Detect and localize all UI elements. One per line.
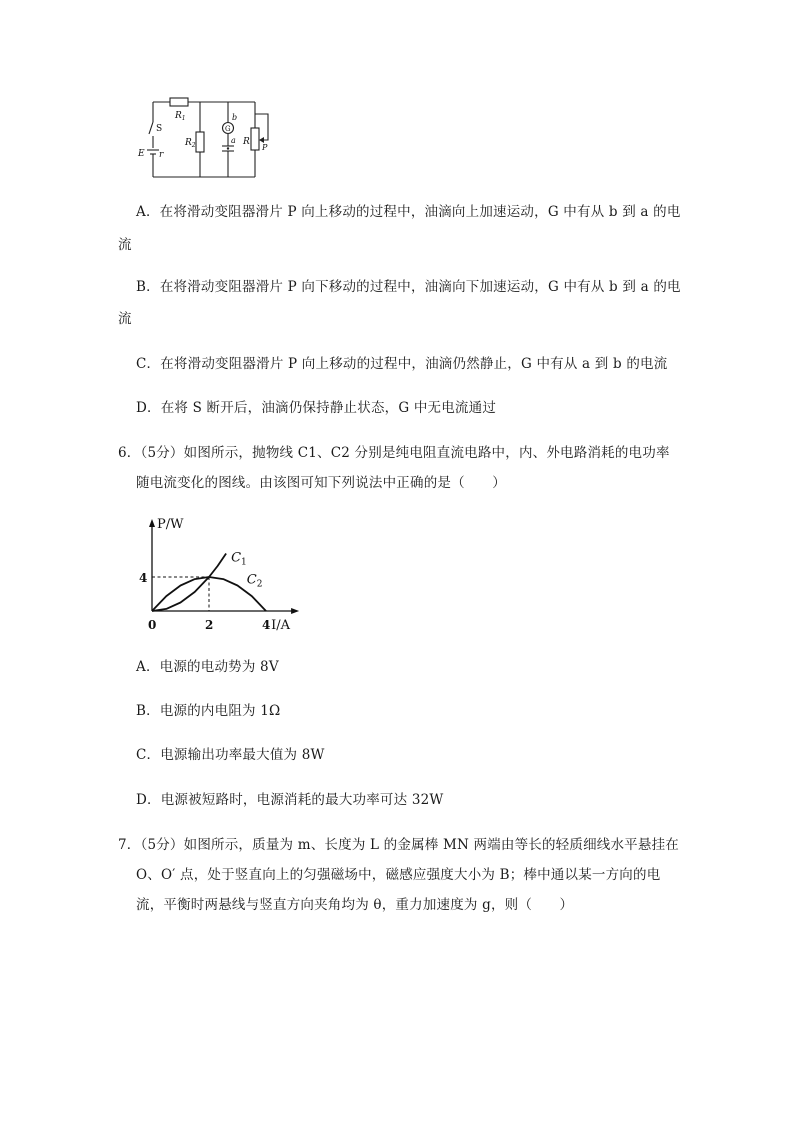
- label-node-b: b: [232, 113, 238, 122]
- q5-option-a-line2: 流: [118, 237, 132, 253]
- q6-option-a: A．电源的电动势为 8V: [136, 659, 279, 675]
- y-axis-arrow: [149, 519, 155, 527]
- label-node-a: a: [231, 136, 236, 145]
- y-tick-label-4: 4: [139, 571, 148, 585]
- x-axis-label: I/A: [271, 618, 291, 633]
- label-internal-r: r: [159, 150, 164, 160]
- q6-option-d: D．电源被短路时，电源消耗的最大功率可达 32W: [136, 792, 444, 808]
- x-tick-label-0: 0: [148, 618, 157, 632]
- q6-stem-line1: 6．（5分）如图所示，抛物线 C1、C2 分别是纯电阻直流电路中，内、外电路消耗的电功率: [118, 445, 670, 461]
- series-label-c2: $C_2$: [246, 572, 263, 590]
- label-switch: S: [156, 124, 163, 134]
- label-r1: $R_1$: [175, 111, 186, 122]
- label-rheostat: R: [243, 137, 250, 147]
- label-emf: E: [138, 149, 145, 159]
- q5-option-b-line1: B．在将滑动变阻器滑片 P 向下移动的过程中，油滴向下加速运动，G 中有从 b 到 a 的电: [136, 279, 681, 295]
- q6-option-b: B．电源的内电阻为 1Ω: [136, 703, 281, 719]
- x-tick-label-4: 4: [262, 618, 271, 632]
- q5-option-d: D．在将 S 断开后，油滴仍保持静止状态，G 中无电流通过: [136, 400, 497, 416]
- q5-option-b-line2: 流: [118, 311, 132, 327]
- label-galvanometer: G: [225, 125, 231, 133]
- series-label-c1: $C_1$: [231, 550, 247, 568]
- q7-line3: 流，平衡时两悬线与竖直方向夹角均为 θ，重力加速度为 g，则（ ）: [136, 897, 574, 913]
- q5-option-c: C．在将滑动变阻器滑片 P 向上移动的过程中，油滴仍然静止，G 中有从 a 到 b 的电流: [136, 356, 668, 372]
- q6-stem-line2: 随电流变化的图线。由该图可知下列说法中正确的是（ ）: [136, 475, 506, 491]
- label-slider: P: [262, 143, 268, 152]
- q7-line1: 7．（5分）如图所示，质量为 m、长度为 L 的金属棒 MN 两端由等长的轻质细线水平悬挂在: [118, 837, 679, 853]
- y-axis-label: P/W: [157, 517, 184, 532]
- q7-line2: O、O′ 点，处于竖直向上的匀强磁场中，磁感应强度大小为 B；棒中通以某一方向的电: [136, 867, 661, 883]
- q5-option-a-line1: A．在将滑动变阻器滑片 P 向上移动的过程中，油滴向上加速运动，G 中有从 b 到 a 的电: [136, 204, 681, 220]
- q6-option-c: C．电源输出功率最大值为 8W: [136, 747, 325, 763]
- x-tick-label-2: 2: [205, 618, 214, 632]
- label-r2: $R_2$: [185, 138, 196, 149]
- x-axis-arrow: [291, 608, 299, 614]
